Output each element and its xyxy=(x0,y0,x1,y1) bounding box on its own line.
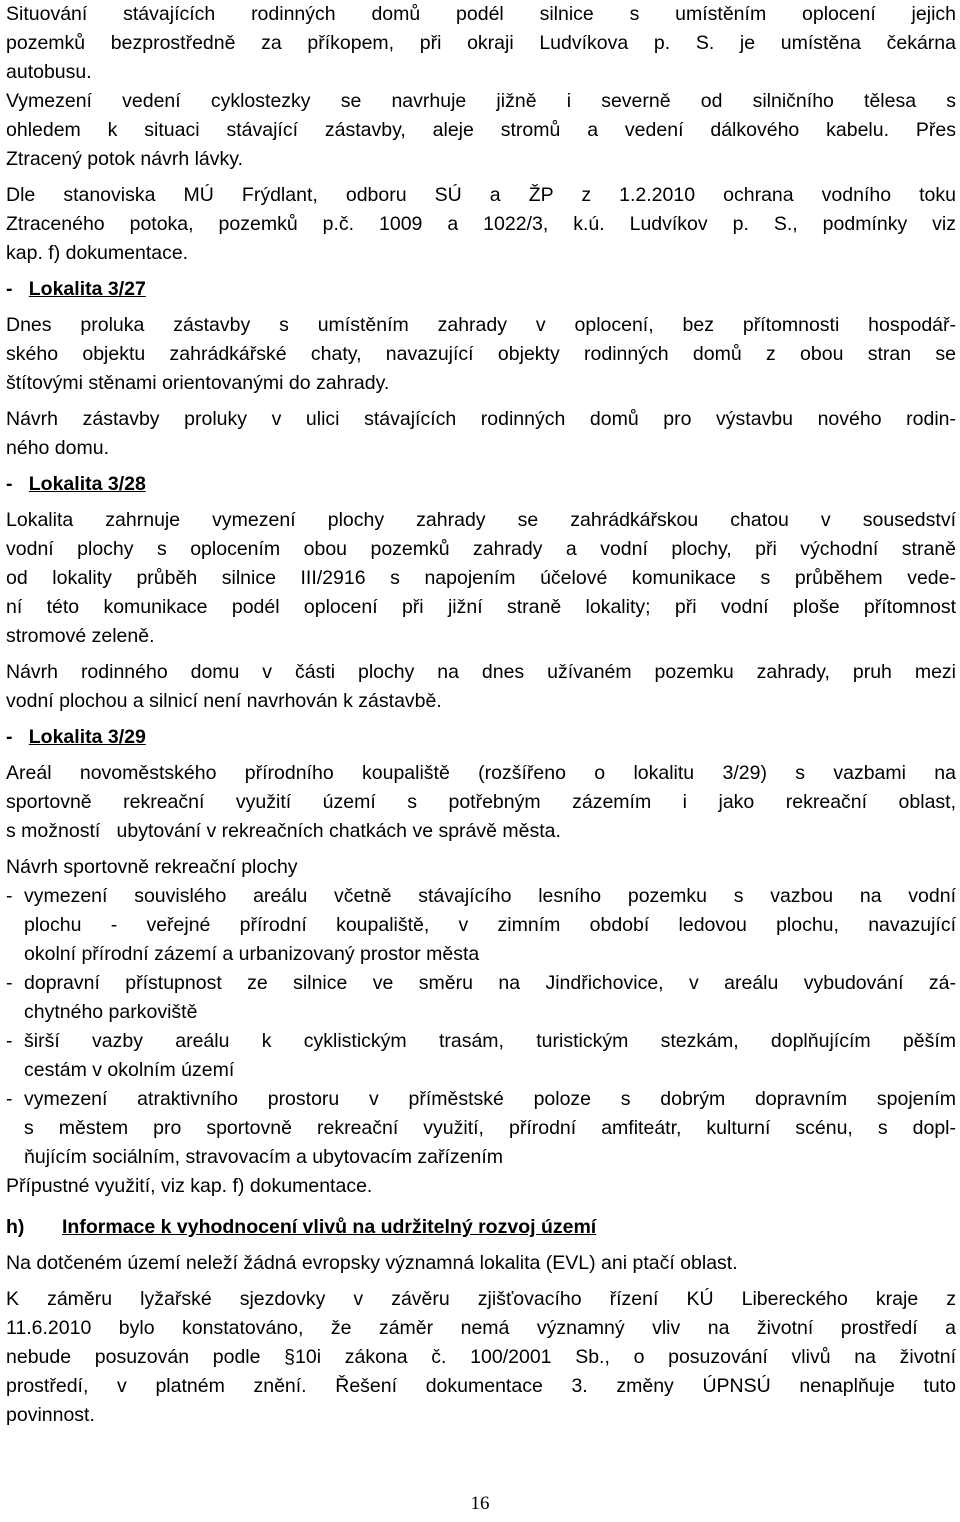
paragraph-locality-3-27-proposal xyxy=(6,405,956,463)
list-dash: - xyxy=(6,1088,13,1110)
text-line: Návrh zástavby proluky v ulici stávajících rodinných domů pro výstavbu nového rodin- xyxy=(6,408,956,430)
document-page xyxy=(6,0,956,1430)
section-letter: h) xyxy=(6,1216,25,1238)
list-dash: - xyxy=(6,1030,13,1052)
paragraph-ski-slope xyxy=(6,1285,956,1430)
paragraph-locality-3-29-proposal-title: Návrh sportovně rekreační plochy xyxy=(6,856,298,878)
text-line: vodní plochou a silnicí není navrhován k zástavbě. xyxy=(6,690,442,712)
text-line: od lokality průběh silnice III/2916 s napojením účelové komunikace s průběhem vede- xyxy=(6,567,956,589)
heading-dash: - xyxy=(6,726,13,748)
text-line: dopravní přístupnost ze silnice ve směru na Jindřichovice, v areálu vybudování zá- xyxy=(24,972,956,994)
text-line: Ztracený potok návrh lávky. xyxy=(6,148,243,170)
text-line: vymezení souvislého areálu včetně stávajícího lesního pozemku s vazbou na vodní xyxy=(24,885,956,907)
heading-dash: - xyxy=(6,473,13,495)
paragraph-locality-3-29-desc xyxy=(6,759,956,846)
heading-title: Lokalita 3/28 xyxy=(28,473,146,495)
text-line: Dnes proluka zástavby s umístěním zahrady v oplocení, bez přítomnosti hospodář- xyxy=(6,314,956,336)
list-item xyxy=(6,1027,956,1085)
text-line: okolní přírodní zázemí a urbanizovaný prostor města xyxy=(24,943,480,965)
list-item xyxy=(6,969,956,1027)
text-line: kap. f) dokumentace. xyxy=(6,242,189,264)
text-line: plochu - veřejné přírodní koupaliště, v zimním období ledovou plochu, navazující xyxy=(24,914,956,936)
text-line: s možností ubytování v rekreačních chatkách ve správě města. xyxy=(6,820,561,842)
text-line: ní této komunikace podél oplocení při jižní straně lokality; při vodní ploše přítomnost xyxy=(6,596,956,618)
text-line: štítovými stěnami orientovanými do zahrady. xyxy=(6,372,390,394)
text-line: vodní plochy s oplocením obou pozemků zahrady a vodní plochy, při východní straně xyxy=(6,538,956,560)
text-line: Vymezení vedení cyklostezky se navrhuje jižně i severně od silničního tělesa s xyxy=(6,90,956,112)
text-line: ného domu. xyxy=(6,437,109,459)
text-line: cestám v okolním území xyxy=(24,1059,235,1081)
text-line: Areál novoměstského přírodního koupaliště (rozšířeno o lokalitu 3/29) s vazbami na xyxy=(6,762,956,784)
text-line: K záměru lyžařské sjezdovky v závěru zjišťovacího řízení KÚ Libereckého kraje z xyxy=(6,1288,956,1310)
text-line: prostředí, v platném znění. Řešení dokumentace 3. změny ÚPNSÚ nenaplňuje tuto xyxy=(6,1375,956,1397)
text-line: sportovně rekreační využití území s potřebným zázemím i jako rekreační oblast, xyxy=(6,791,956,813)
text-line: autobusu. xyxy=(6,61,92,83)
paragraph-evl: Na dotčeném území neleží žádná evropsky významná lokalita (EVL) ani ptačí oblast. xyxy=(6,1252,738,1274)
text-line: s městem pro sportovně rekreační využití, přírodní amfiteátr, kulturní scénu, s dopl- xyxy=(24,1117,956,1139)
text-line: vymezení atraktivního prostoru v příměstské poloze s dobrým dopravním spojením xyxy=(24,1088,956,1110)
text-line: Dle stanoviska MÚ Frýdlant, odboru SÚ a ŽP z 1.2.2010 ochrana vodního toku xyxy=(6,184,956,206)
page-number: 16 xyxy=(470,1493,490,1514)
text-line: 11.6.2010 bylo konstatováno, že záměr nemá významný vliv na životní prostředí a xyxy=(6,1317,956,1339)
text-line: nebude posuzován podle §10i zákona č. 100/2001 Sb., o posuzování vlivů na životní xyxy=(6,1346,956,1368)
text-line: Návrh rodinného domu v části plochy na dnes užívaném pozemku zahrady, pruh mezi xyxy=(6,661,956,683)
section-title: Informace k vyhodnocení vlivů na udržitelný rozvoj území xyxy=(62,1216,597,1238)
text-line: povinnost. xyxy=(6,1404,95,1426)
text-line: Ztraceného potoka, pozemků p.č. 1009 a 1022/3, k.ú. Ludvíkov p. S., podmínky viz xyxy=(6,213,956,235)
heading-dash: - xyxy=(6,278,13,300)
text-line: Situování stávajících rodinných domů podél silnice s umístěním oplocení jejich xyxy=(6,3,956,25)
list-item xyxy=(6,882,956,969)
text-line: pozemků bezprostředně za příkopem, při okraji Ludvíkova p. S. je umístěna čekárna xyxy=(6,32,956,54)
text-line: ského objektu zahrádkářské chaty, navazující objekty rodinných domů z obou stran se xyxy=(6,343,956,365)
paragraph-cycle-path xyxy=(6,87,956,174)
list-dash: - xyxy=(6,885,13,907)
paragraph-bus-stop xyxy=(6,0,956,87)
list-dash: - xyxy=(6,972,13,994)
locality-heading-3-27 xyxy=(6,275,956,304)
locality-heading-3-28 xyxy=(6,470,956,499)
text-line: ňujícím sociálním, stravovacím a ubytovacím zařízením xyxy=(24,1146,503,1168)
text-line: stromové zeleně. xyxy=(6,625,155,647)
section-heading-h xyxy=(6,1213,956,1242)
text-line: Lokalita zahrnuje vymezení plochy zahrady se zahrádkářskou chatou v sousedství xyxy=(6,509,956,531)
text-line: ohledem k situaci stávající zástavby, aleje stromů a vedení dálkového kabelu. Přes xyxy=(6,119,956,141)
locality-heading-3-29 xyxy=(6,723,956,752)
heading-title: Lokalita 3/27 xyxy=(28,278,146,300)
paragraph-permitted-use: Přípustné využití, viz kap. f) dokumentace. xyxy=(6,1175,373,1197)
heading-title: Lokalita 3/29 xyxy=(28,726,146,748)
text-line: širší vazby areálu k cyklistickým trasám, turistickým stezkám, doplňujícím pěším xyxy=(24,1030,956,1052)
paragraph-locality-3-28-proposal xyxy=(6,658,956,716)
paragraph-locality-3-28-desc xyxy=(6,506,956,651)
paragraph-locality-3-27-desc xyxy=(6,311,956,398)
text-line: chytného parkoviště xyxy=(24,1001,198,1023)
paragraph-opinion xyxy=(6,181,956,268)
list-item xyxy=(6,1085,956,1172)
